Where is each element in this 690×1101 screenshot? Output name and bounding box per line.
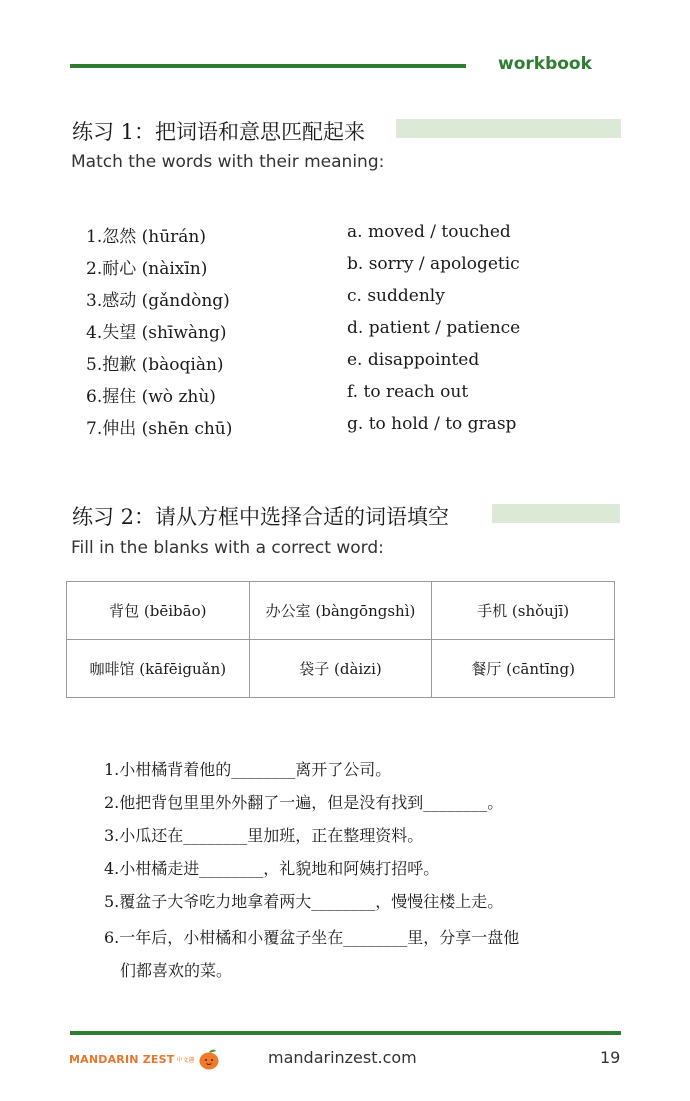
match-word-5: 5.抱歉 (bàoqiàn) [86, 355, 224, 375]
fill-sentence-4: 4.小柑橘走进________，礼貌地和阿姨打招呼。 [104, 859, 440, 878]
site-url[interactable]: mandarinzest.com [268, 1048, 417, 1067]
word-box-row [67, 582, 615, 640]
match-meaning-g: g. to hold / to grasp [347, 414, 517, 434]
match-word-4: 4.失望 (shīwàng) [86, 323, 227, 343]
word-box-row [67, 640, 615, 698]
mandarin-zest-logo [69, 1048, 221, 1070]
footer-rule [70, 1031, 621, 1035]
match-word-2: 2.耐心 (nàixīn) [86, 259, 208, 279]
fill-sentence-6: 6.一年后，小柑橘和小覆盆子坐在________里，分享一盘他 [104, 928, 520, 947]
logo-subtext: 中文趣 [176, 1056, 195, 1064]
exercise1-title: 练习 1：把词语和意思匹配起来 [72, 120, 366, 144]
match-meaning-f: f. to reach out [347, 382, 469, 402]
word-box-cell: 手机 (shǒujī) [432, 582, 615, 640]
fill-sentence-6-continued: 们都喜欢的菜。 [120, 961, 233, 980]
page-number: 19 [600, 1048, 621, 1067]
logo-text: MANDARIN ZEST [69, 1052, 175, 1066]
word-box-cell: 袋子 (dàizi) [249, 640, 432, 698]
word-box-cell: 办公室 (bàngōngshì) [249, 582, 432, 640]
word-box-cell: 餐厅 (cāntīng) [432, 640, 615, 698]
workbook-label: workbook [498, 54, 592, 74]
exercise2-subtitle: Fill in the blanks with a correct word: [71, 538, 384, 558]
fill-sentence-5: 5.覆盆子大爷吃力地拿着两大________，慢慢往楼上走。 [104, 892, 504, 911]
match-meaning-e: e. disappointed [347, 350, 480, 370]
fill-sentence-1: 1.小柑橘背着他的________离开了公司。 [104, 760, 392, 779]
orange-icon [197, 1048, 221, 1070]
match-word-3: 3.感动 (gǎndòng) [86, 291, 230, 311]
exercise1-title-bar [396, 119, 621, 138]
word-box-cell: 背包 (bēibāo) [67, 582, 250, 640]
word-box-cell: 咖啡馆 (kāfēiguǎn) [67, 640, 250, 698]
match-meaning-b: b. sorry / apologetic [347, 254, 520, 274]
exercise1-subtitle: Match the words with their meaning: [71, 152, 385, 172]
word-box-table [66, 581, 615, 698]
exercise2-title: 练习 2：请从方框中选择合适的词语填空 [72, 505, 450, 529]
match-word-6: 6.握住 (wò zhù) [86, 387, 216, 407]
header-rule [70, 64, 466, 68]
match-meaning-c: c. suddenly [347, 286, 445, 306]
fill-sentence-3: 3.小瓜还在________里加班，正在整理资料。 [104, 826, 424, 845]
match-word-7: 7.伸出 (shēn chū) [86, 419, 233, 439]
fill-sentence-2: 2.他把背包里里外外翻了一遍，但是没有找到________。 [104, 793, 504, 812]
match-meaning-a: a. moved / touched [347, 222, 511, 242]
match-meaning-d: d. patient / patience [347, 318, 521, 338]
match-word-1: 1.忽然 (hūrán) [86, 227, 206, 247]
exercise2-title-bar [492, 504, 620, 523]
